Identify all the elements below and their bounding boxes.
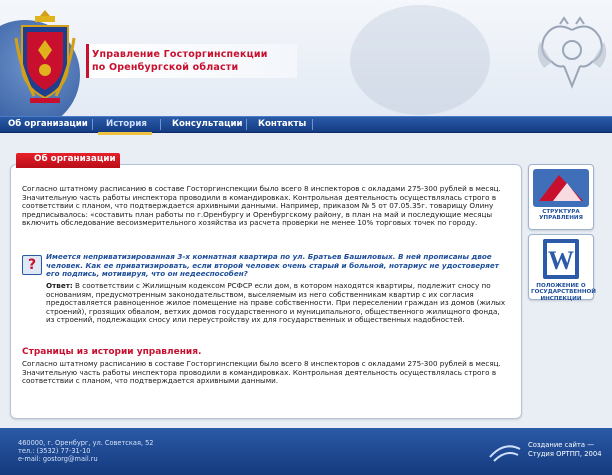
studio-logo-icon: [484, 437, 526, 465]
nav-item-consultations[interactable]: Консультации: [172, 119, 243, 129]
org-structure-icon: [529, 165, 593, 209]
structure-button-label: СТРУКТУРА УПРАВЛЕНИЯ: [539, 209, 583, 222]
word-document-icon: [529, 235, 593, 283]
regulation-button[interactable]: [528, 234, 594, 300]
svg-text:W: W: [548, 246, 574, 275]
studio-credit-line1[interactable]: Создание сайта —: [528, 441, 594, 449]
site-header: [0, 0, 612, 118]
section-tab: [16, 153, 120, 168]
nav-active-indicator: [98, 132, 152, 135]
nav-separator: [312, 119, 313, 130]
nav-item-contacts[interactable]: Контакты: [258, 119, 307, 129]
double-headed-eagle-icon: [534, 16, 610, 96]
answer-text: В соответствии с Жилищным кодексом РСФСР если дом, в котором находятся квартиры, подлежит сносу по основаниям, предусмотренным законодательством, выселяемым из него собственникам квартир с их согласия предоставляется равноценное жилое помещение на праве собственности. При переселении граждан из домов (жилых строений), грозящих обвалом, ветхих домов государственного и муниципального, общественного жилищного фонда, из строений, подлежащих сносу или переустройству их для государственных и общественных надобностей.: [46, 281, 506, 325]
eagle-watermark-icon: [330, 0, 510, 118]
nav-item-about[interactable]: Об организации: [8, 119, 88, 129]
consultation-answer: [46, 282, 506, 325]
question-icon: ?: [22, 255, 42, 275]
regulation-button-label: ПОЛОЖЕНИЕ О ГОСУДАРСТВЕННОЙ ИНСПЕКЦИИ: [531, 283, 596, 302]
section-tab-label: Об организации: [34, 154, 116, 164]
nav-separator: [160, 119, 161, 130]
history-paragraph: Согласно штатному расписанию в составе Госторгинспекции было всего 8 инспекторов с окладами 275-300 рублей в месяц. Значительную часть работы инспектора проводили в командировках. Контрольная деятельность осуществлялась строго в соответствии с планом, что подтверждается архивными данными. Например, приказом № 5 от 07.05.35г. товарищу Олину предписывалось: «составить план работы по г.Оренбургу и Оренбургскому району, в план на май и последующие месяцы включить обследование весоизмерительного хозяйства из расчета проверки не менее 10% торговых точек по городу.: [22, 184, 501, 228]
structure-button[interactable]: [528, 164, 594, 230]
site-footer: [0, 428, 612, 475]
nav-separator: [246, 119, 247, 130]
history-paragraph-2: Согласно штатному расписанию в составе Госторгинспекции было всего 8 инспекторов с окладами 275-300 рублей в месяц. Значительную часть работы инспектора проводили в командировках. Контрольная деятельность осуществлялась строго в соответствии с планом, что подтверждается архивными данными.: [22, 359, 501, 386]
nav-separator: [92, 119, 93, 130]
main-nav: [0, 116, 612, 133]
answer-label: Ответ:: [46, 281, 73, 290]
history-section-title: Страницы из истории управления.: [22, 347, 202, 357]
coat-of-arms-icon: [14, 8, 76, 108]
footer-address: 460000, г. Оренбург, ул. Советская, 52: [18, 439, 154, 447]
site-title-line2: по Оренбургской области: [92, 62, 239, 73]
nav-item-history[interactable]: История: [106, 119, 147, 129]
consultation-question[interactable]: Имеется неприватизированная 3-х комнатная квартира по ул. Братьев Башиловых. В ней прописаны двое человек. Как ее приватизировать, если второй человек очень старый и больной, нотариус не удостоверяет его подпись, мотивируя, что он недееспособен?: [46, 252, 499, 279]
studio-credit-line2[interactable]: Студия ОРТПП, 2004: [528, 450, 602, 458]
footer-email[interactable]: e-mail: gostorg@mail.ru: [18, 455, 98, 463]
site-title-line1: Управление Госторгинспекции: [92, 49, 268, 60]
footer-phone: тел.: (3532) 77-31-10: [18, 447, 91, 455]
